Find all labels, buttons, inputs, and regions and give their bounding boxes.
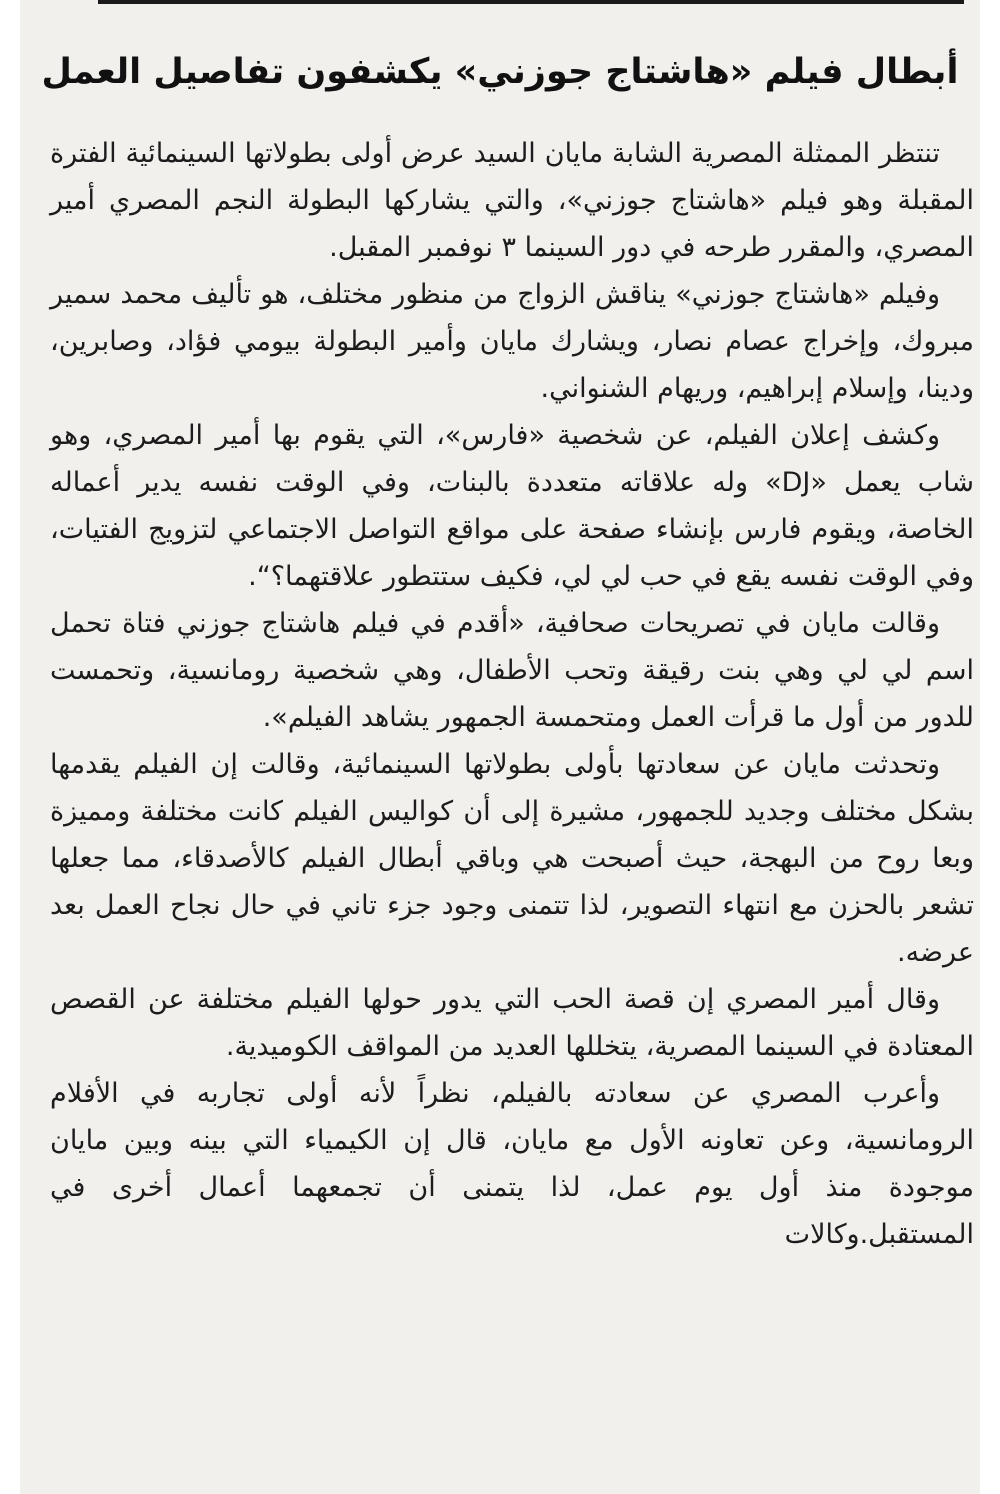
article-paragraph-3: وكشف إعلان الفيلم، عن شخصية «فارس»، التي يقوم بها أمير المصري، وهو شاب يعمل «DJ» وله علاقاته متعددة بالبنات، وفي الوقت نفسه يدير أعماله الخاصة، ويقوم فارس بإنشاء صفحة على مواقع التواصل الاجتماعي لتزويج الفتيات، وفي الوقت نفسه يقع في حب لي لي، فكيف ستتطور علاقتهما؟“.	[50, 420, 974, 592]
article-paragraph-6: وقال أمير المصري إن قصة الحب التي يدور حولها الفيلم مختلفة عن القصص المعتادة في السينما المصرية، يتخللها العديد من المواقف الكوميدية.	[50, 984, 974, 1062]
article-paragraph-7: وأعرب المصري عن سعادته بالفيلم، نظراً لأنه أولى تجاربه في الأفلام الرومانسية، وعن تعاونه الأول مع مايان، قال إن الكيمياء التي بينه وبين مايان موجودة منذ أول يوم عمل، لذا يتمنى أن تجمعهما أعمال أخرى في المستقبل.وكالات	[50, 1078, 974, 1250]
article-body	[50, 130, 974, 1258]
top-divider-rule	[98, 0, 964, 4]
article-paragraph-2: وفيلم «هاشتاج جوزني» يناقش الزواج من منظور مختلف، هو تأليف محمد سمير مبروك، وإخراج عصام نصار، ويشارك مايان وأمير البطولة بيومي فؤاد، وصابرين، ودينا، وإسلام إبراهيم، وريهام الشنواني.	[50, 279, 974, 404]
newspaper-page	[20, 0, 980, 1494]
article-paragraph-1: تنتظر الممثلة المصرية الشابة مايان السيد عرض أولى بطولاتها السينمائية الفترة المقبلة وهو فيلم «هاشتاج جوزني»، والتي يشاركها البطولة النجم المصري أمير المصري، والمقرر طرحه في دور السينما ٣ نوفمبر المقبل.	[50, 138, 974, 263]
article-headline: أبطال فيلم «هاشتاج جوزني» يكشفون تفاصيل العمل	[41, 52, 959, 92]
article-paragraph-4: وقالت مايان في تصريحات صحافية، «أقدم في فيلم هاشتاج جوزني فتاة تحمل اسم لي لي وهي بنت رقيقة وتحب الأطفال، وهي شخصية رومانسية، وتحمست للدور من أول ما قرأت العمل ومتحمسة الجمهور يشاهد الفيلم».	[50, 608, 974, 733]
article-paragraph-5: وتحدثت مايان عن سعادتها بأولى بطولاتها السينمائية، وقالت إن الفيلم يقدمها بشكل مختلف وجديد للجمهور، مشيرة إلى أن كواليس الفيلم كانت مختلفة ومميزة وبعا روح من البهجة، حيث أصبحت هي وباقي أبطال الفيلم كالأصدقاء، مما جعلها تشعر بالحزن مع انتهاء التصوير، لذا تتمنى وجود جزء تاني في حال نجاح العمل بعد عرضه.	[50, 749, 974, 968]
